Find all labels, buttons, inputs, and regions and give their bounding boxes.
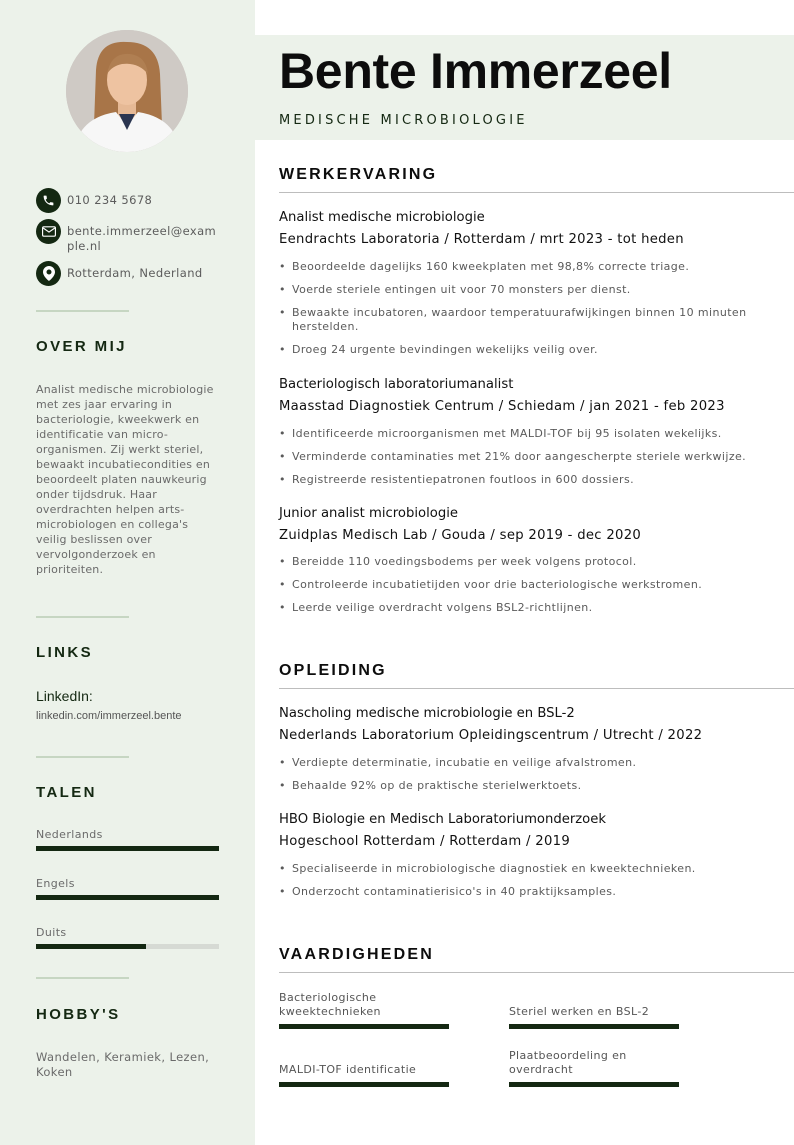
hobbies-heading: HOBBY'S [36,1006,121,1023]
bullet-item: • Bewaakte incubatoren, waardoor temperatuurafwijkingen binnen 10 minuten herstelden. [279,306,769,334]
bullet-item: • Onderzocht contaminatierisico's in 40 praktijksamples. [279,885,769,899]
bullet-item: • Controleerde incubatietijden voor drie bacteriologische werkstromen. [279,578,769,592]
education-institution: Nederlands Laboratorium Opleidingscentrum / Utrecht / 2022 [279,728,703,743]
portrait-illustration [66,30,188,152]
mail-icon [36,219,61,244]
about-heading: OVER MIJ [36,338,127,355]
job-title-entry: Analist medische microbiologie [279,210,485,225]
sidebar-divider [36,977,129,979]
education-bullets [279,756,769,802]
bullet-item: • Voerde steriele entingen uit voor 70 monsters per dienst. [279,283,769,297]
language-level-fill [36,846,219,851]
language-level-fill [36,895,219,900]
person-name: Bente Immerzeel [279,43,672,99]
sidebar-divider [36,756,129,758]
language-item [36,926,219,949]
section-divider [279,972,794,973]
contact-email [36,219,219,254]
job-bullets [279,427,769,496]
languages-heading: TALEN [36,784,97,801]
job-employer: Eendrachts Laboratoria / Rotterdam / mrt 2023 - tot heden [279,232,684,247]
job-title-entry: Junior analist microbiologie [279,506,458,521]
job-employer: Zuidplas Medisch Lab / Gouda / sep 2019 - dec 2020 [279,528,642,543]
language-item [36,877,219,900]
language-name: Engels [36,877,75,890]
linkedin-label: LinkedIn: [36,688,93,704]
bullet-item: • Specialiseerde in microbiologische diagnostiek en kweektechnieken. [279,862,769,876]
section-divider [279,192,794,193]
bullet-item: • Identificeerde microorganismen met MALDI-TOF bij 95 isolaten wekelijks. [279,427,769,441]
skill-item [279,991,449,1031]
contact-location [36,261,219,286]
profile-photo [66,30,188,152]
skill-item [509,1005,679,1031]
hobbies-text: Wandelen, Keramiek, Lezen, Koken [36,1050,210,1079]
location-text: Rotterdam, Nederland [67,266,203,280]
skill-name: MALDI-TOF identificatie [279,1063,417,1076]
linkedin-link[interactable]: linkedin.com/immerzeel.bente [36,710,182,722]
skill-level-bar [509,1024,679,1029]
bullet-item: • Verdiepte determinatie, incubatie en veilige afvalstromen. [279,756,769,770]
contact-phone [36,188,219,213]
education-heading: OPLEIDING [279,662,387,679]
skill-level-bar [279,1024,449,1029]
skill-name: Steriel werken en BSL-2 [509,1005,650,1018]
job-employer: Maasstad Diagnostiek Centrum / Schiedam / jan 2021 - feb 2023 [279,399,725,414]
language-level-bar [36,895,219,900]
phone-icon [36,188,61,213]
phone-number[interactable]: 010 234 5678 [67,193,153,207]
language-level-bar [36,846,219,851]
skill-name: Plaatbeoordeling en overdracht [509,1049,627,1076]
language-level-fill [36,944,146,949]
links-heading: LINKS [36,644,93,661]
bullet-item: • Leerde veilige overdracht volgens BSL2-richtlijnen. [279,601,769,615]
skills-heading: VAARDIGHEDEN [279,946,435,963]
sidebar-divider [36,616,129,618]
job-bullets [279,260,769,366]
language-level-bar [36,944,219,949]
language-name: Duits [36,926,67,939]
experience-heading: WERKERVARING [279,166,438,183]
bullet-item: • Droeg 24 urgente bevindingen wekelijks veilig over. [279,343,769,357]
sidebar-divider [36,310,129,312]
map-pin-icon [36,261,61,286]
bullet-item: • Registreerde resistentiepatronen foutloos in 600 dossiers. [279,473,769,487]
job-title: MEDISCHE MICROBIOLOGIE [279,113,528,128]
bullet-item: • Beoordeelde dagelijks 160 kweekplaten met 98,8% correcte triage. [279,260,769,274]
email-address[interactable]: bente.immerzeel@example.nl [67,224,217,253]
language-name: Nederlands [36,828,103,841]
bullet-item: • Verminderde contaminaties met 21% door aangescherpte steriele werkwijze. [279,450,769,464]
education-bullets [279,862,769,908]
about-text: Analist medische microbiologie met zes jaar ervaring in bacteriologie, kweekwerk en identificatie van micro-organismen. Zij werkt steriel, bewaakt incubatiecondities en beoordeelt platen nauwkeurig onder tijdsdruk. Haar overdrachten helpen arts-microbiologen en collega's veilig beslissen over vervolgonderzoek en prioriteiten. [36,383,214,576]
skill-item [279,1063,449,1089]
skill-level-bar [509,1082,679,1087]
education-title: HBO Biologie en Medisch Laboratoriumonderzoek [279,812,606,827]
education-institution: Hogeschool Rotterdam / Rotterdam / 2019 [279,834,571,849]
bullet-item: • Behaalde 92% op de praktische sterielwerktoets. [279,779,769,793]
bullet-item: • Bereidde 110 voedingsbodems per week volgens protocol. [279,555,769,569]
job-title-entry: Bacteriologisch laboratoriumanalist [279,377,514,392]
job-bullets [279,555,769,624]
language-item [36,828,219,851]
skill-name: Bacteriologische kweektechnieken [279,991,381,1018]
section-divider [279,688,794,689]
education-title: Nascholing medische microbiologie en BSL-2 [279,706,575,721]
skill-level-bar [279,1082,449,1087]
skill-item [509,1049,679,1089]
